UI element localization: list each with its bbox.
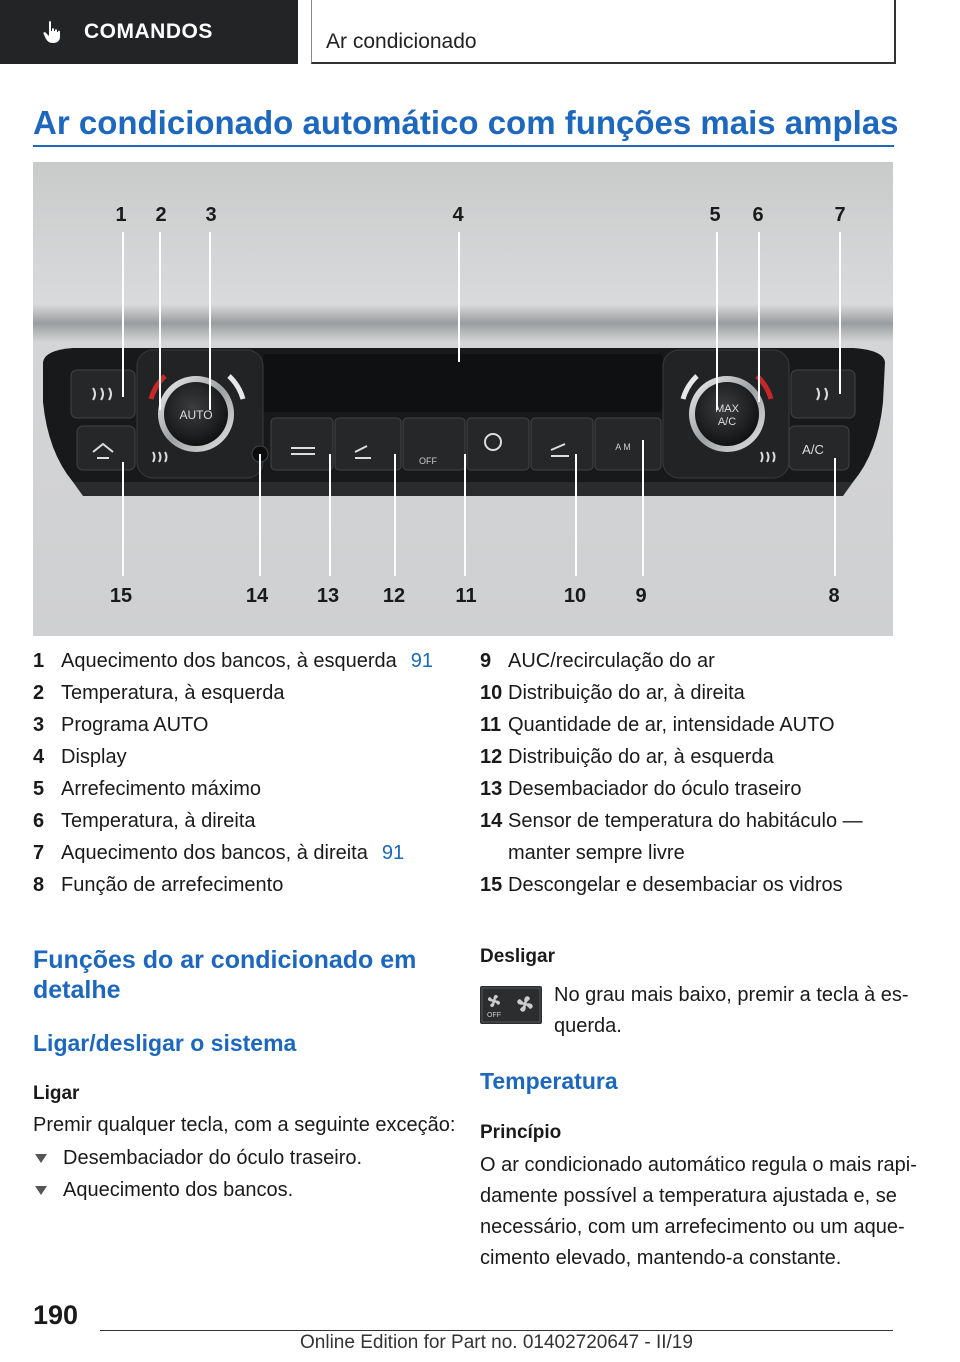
callout-4: 4 (452, 204, 464, 226)
desligar-title: Desligar (480, 946, 555, 967)
chapter-header (311, 0, 896, 64)
callout-9: 9 (635, 585, 647, 607)
callout-1: 1 (115, 204, 127, 226)
legend-item: 11 Quantidade de ar, intensidade AUTO (480, 714, 835, 736)
svg-text:OFF: OFF (487, 1012, 501, 1019)
desligar-text: No grau mais baixo, premir a tecla à es‐ querda. (554, 984, 909, 1037)
callout-3: 3 (205, 204, 217, 226)
legend-right (480, 645, 900, 901)
footer-edition: Online Edition for Part no. 01402720647 - II/19 (300, 1332, 693, 1353)
triangle-bullet-icon (35, 1154, 47, 1163)
off-button-text: OFF (419, 456, 437, 466)
legend-item: 7 Aquecimento dos bancos, à direita 91 (33, 837, 443, 869)
section-tab (0, 0, 298, 64)
callout-15: 15 (109, 585, 133, 607)
page-ref-link[interactable]: 91 (410, 650, 434, 672)
legend-item: 6 Temperatura, à direita (33, 810, 256, 832)
max-ac-text-2: A/C (717, 416, 737, 428)
legend-item: 9 AUC/recirculação do ar (480, 650, 715, 672)
section-label: COMANDOS (84, 20, 213, 43)
temperatura-heading: Temperatura (480, 1068, 618, 1094)
page-number: 190 (33, 1300, 79, 1330)
ligar-title: Ligar (33, 1083, 80, 1104)
legend-item: 14 Sensor de temperatura do habitáculo — (480, 810, 863, 832)
ligar-text: Premir qualquer tecla, com a seguinte exceção: (33, 1114, 456, 1136)
title-rule (33, 145, 894, 147)
bullet-item: Aquecimento dos bancos. (33, 1179, 293, 1202)
am-button-text: A M (615, 442, 631, 452)
legend-item: 1 Aquecimento dos bancos, à esquerda 91 (33, 645, 443, 677)
bullet-item: Desembaciador do óculo traseiro. (33, 1147, 362, 1170)
legend-item: 12 Distribuição do ar, à esquerda (480, 746, 774, 768)
subheading-power: Ligar/desligar o sistema (33, 1030, 297, 1056)
max-ac-text-1: MAX (715, 403, 739, 415)
callout-8: 8 (828, 585, 840, 607)
ac-button-text: A/C (802, 442, 824, 457)
legend-item: 15 Descongelar e desembaciar os vidros (480, 874, 843, 896)
legend-item: 13 Desembaciador do óculo traseiro (480, 778, 802, 800)
callout-7: 7 (834, 204, 846, 226)
auto-button-text: AUTO (179, 408, 213, 422)
hand-pointer-icon (42, 20, 64, 44)
section-heading: Funções do ar condicionado em detalhe (33, 946, 417, 1004)
legend-item: 10 Distribuição do ar, à direita (480, 682, 745, 704)
callout-6: 6 (752, 204, 764, 226)
callout-12: 12 (382, 585, 406, 607)
footer-rule (100, 1330, 893, 1331)
climate-panel-figure (33, 162, 893, 636)
legend-item-continuation: manter sempre livre (508, 842, 685, 864)
callout-11: 11 (455, 585, 477, 607)
callout-2: 2 (155, 204, 167, 226)
legend-item: 8 Função de arrefecimento (33, 874, 284, 896)
callout-10: 10 (563, 585, 587, 607)
legend-left (33, 645, 443, 901)
principio-text: O ar condicionado automático regula o mais rapi‐ damente possível a temperatura ajustada e, se necessário, com um arrefecimento ou um aque‐ cimento elevado, mantendo-a constante. (480, 1154, 917, 1269)
page-title: Ar condicionado automático com funções mais amplas (33, 104, 899, 141)
page-ref-link[interactable]: 91 (381, 842, 405, 864)
principio-title: Princípio (480, 1122, 562, 1143)
callout-13: 13 (316, 585, 340, 607)
legend-item: 5 Arrefecimento máximo (33, 778, 262, 800)
legend-item: 3 Programa AUTO (33, 714, 209, 736)
chapter-label: Ar condicionado (326, 30, 477, 53)
fan-off-key-image (480, 986, 542, 1024)
triangle-bullet-icon (35, 1186, 47, 1195)
legend-item: 4 Display (33, 746, 127, 768)
callout-14: 14 (245, 585, 269, 607)
legend-item: 2 Temperatura, à esquerda (33, 682, 285, 704)
fan-icon (480, 986, 542, 1024)
callout-5: 5 (709, 204, 721, 226)
